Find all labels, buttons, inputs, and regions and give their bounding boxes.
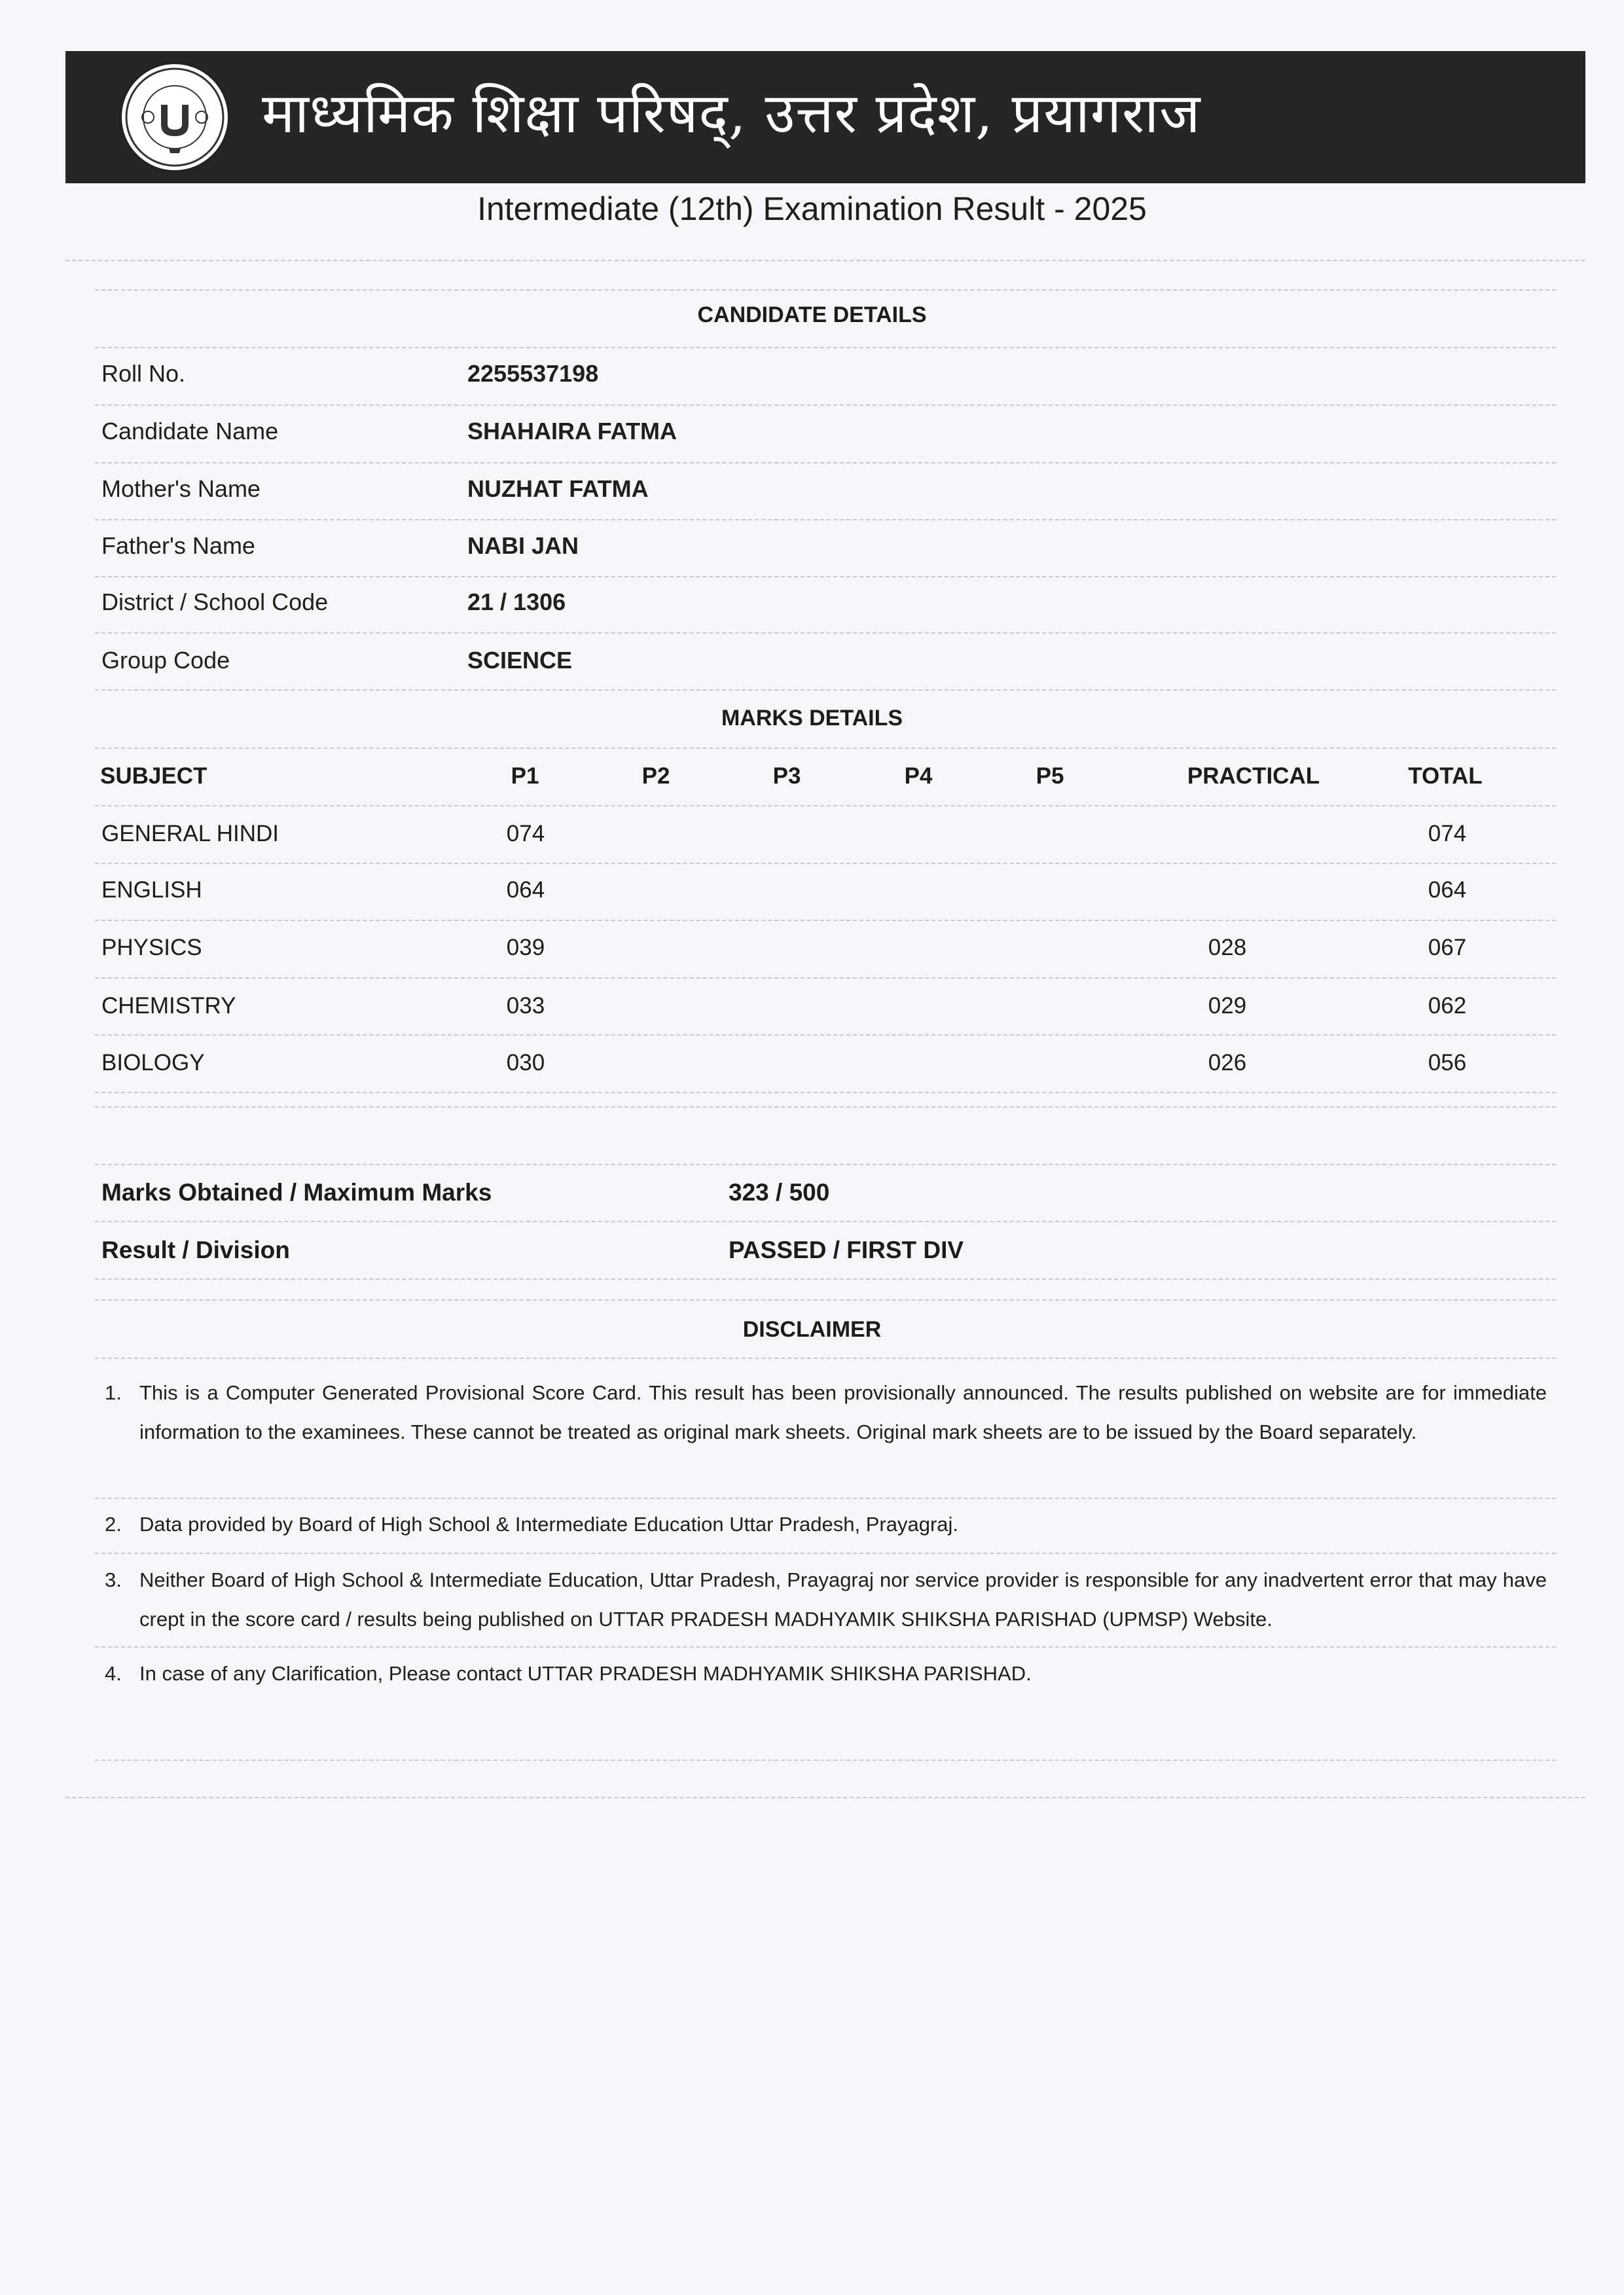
table-cell-p1: 030 xyxy=(506,1050,545,1075)
group-code-label: Group Code xyxy=(101,647,230,674)
group-code-value: SCIENCE xyxy=(467,647,573,674)
divider xyxy=(95,920,1556,921)
disclaimer-item-text: In case of any Clarification, Please contact UTTAR PRADESH MADHYAMIK SHIKSHA PARISHAD. xyxy=(139,1662,1032,1685)
disclaimer-item xyxy=(105,1505,1545,1544)
divider xyxy=(95,1034,1556,1036)
divider xyxy=(95,1221,1556,1222)
table-row-subject: BIOLOGY xyxy=(101,1050,205,1075)
divider xyxy=(95,632,1556,634)
disclaimer-item xyxy=(105,1561,1545,1639)
divider xyxy=(95,1358,1556,1359)
table-cell-p1: 039 xyxy=(506,935,545,960)
divider xyxy=(95,1498,1556,1499)
table-row-subject: CHEMISTRY xyxy=(101,993,236,1019)
divider xyxy=(95,462,1556,463)
result-division-value: PASSED / FIRST DIV xyxy=(729,1237,964,1263)
table-cell-practical: 029 xyxy=(1208,993,1247,1019)
upmsp-seal-icon xyxy=(119,62,230,173)
divider xyxy=(95,289,1556,291)
disclaimer-item-number: 4. xyxy=(105,1662,122,1685)
divider xyxy=(65,260,1585,261)
table-row-subject: ENGLISH xyxy=(101,877,202,903)
disclaimer-item-text: Neither Board of High School & Intermediate Education, Uttar Pradesh, Prayagraj nor service provider is responsible for any inadvertent error that may have crept in the score card / results being published on UTTAR PRADESH MADHYAMIK SHIKSHA PARISHAD (UPMSP) Website. xyxy=(139,1568,1547,1631)
divider xyxy=(95,1553,1556,1554)
district-school-code-label: District / School Code xyxy=(101,588,329,615)
marks-obtained-value: 323 / 500 xyxy=(729,1179,830,1206)
col-header-total: TOTAL xyxy=(1408,763,1483,789)
father-name-label: Father's Name xyxy=(101,532,255,559)
divider xyxy=(95,689,1556,691)
divider xyxy=(95,805,1556,806)
table-cell-total: 056 xyxy=(1428,1050,1467,1075)
divider xyxy=(95,1106,1556,1108)
divider xyxy=(65,1797,1585,1798)
col-header-p4: P4 xyxy=(904,763,933,789)
district-school-code-value: 21 / 1306 xyxy=(467,588,566,615)
disclaimer-item xyxy=(105,1373,1545,1491)
father-name-value: NABI JAN xyxy=(467,532,579,559)
roll-no-label: Roll No. xyxy=(101,360,186,387)
divider xyxy=(95,347,1556,348)
disclaimer-heading: DISCLAIMER xyxy=(742,1317,882,1342)
divider xyxy=(95,977,1556,979)
disclaimer-item-text: This is a Computer Generated Provisional Score Card. This result has been provisionally announced. The results published on website are for immediate information to the examinees. These cannot be treated as original mark sheets. Original mark sheets are to be issued by the Board separately. xyxy=(139,1381,1547,1443)
table-row-subject: PHYSICS xyxy=(101,935,202,960)
table-cell-p1: 033 xyxy=(506,993,545,1019)
table-cell-total: 064 xyxy=(1428,877,1467,903)
disclaimer-item-number: 1. xyxy=(105,1381,122,1404)
table-cell-total: 062 xyxy=(1428,993,1467,1019)
divider xyxy=(95,1278,1556,1280)
col-header-p5: P5 xyxy=(1036,763,1064,789)
divider xyxy=(95,1299,1556,1301)
result-division-label: Result / Division xyxy=(101,1237,290,1263)
board-title: माध्यमिक शिक्षा परिषद्, उत्तर प्रदेश, प्रयागराज xyxy=(262,81,1201,145)
divider xyxy=(95,748,1556,749)
candidate-details-heading: CANDIDATE DETAILS xyxy=(697,302,927,327)
mother-name-label: Mother's Name xyxy=(101,475,261,502)
col-header-p3: P3 xyxy=(772,763,801,789)
divider xyxy=(95,1092,1556,1093)
col-header-p2: P2 xyxy=(641,763,670,789)
col-header-subject: SUBJECT xyxy=(100,763,208,789)
marks-obtained-label: Marks Obtained / Maximum Marks xyxy=(101,1179,492,1206)
table-row-subject: GENERAL HINDI xyxy=(101,821,279,846)
header-banner xyxy=(65,51,1585,183)
exam-title: Intermediate (12th) Examination Result - 2025 xyxy=(477,190,1147,227)
divider xyxy=(95,1164,1556,1165)
table-cell-practical: 026 xyxy=(1208,1050,1247,1075)
divider xyxy=(95,405,1556,406)
divider xyxy=(95,1760,1556,1761)
divider xyxy=(95,576,1556,577)
disclaimer-item-number: 2. xyxy=(105,1513,122,1536)
marks-details-heading: MARKS DETAILS xyxy=(721,706,903,731)
disclaimer-item-number: 3. xyxy=(105,1568,122,1591)
table-cell-p1: 064 xyxy=(506,877,545,903)
mother-name-value: NUZHAT FATMA xyxy=(467,475,649,502)
col-header-practical: PRACTICAL xyxy=(1187,763,1320,789)
candidate-name-value: SHAHAIRA FATMA xyxy=(467,418,677,444)
table-cell-practical: 028 xyxy=(1208,935,1247,960)
divider xyxy=(95,519,1556,520)
roll-no-value: 2255537198 xyxy=(467,360,599,387)
candidate-name-label: Candidate Name xyxy=(101,418,279,444)
col-header-p1: P1 xyxy=(511,763,539,789)
disclaimer-item xyxy=(105,1654,1545,1693)
divider xyxy=(95,863,1556,864)
table-cell-p1: 074 xyxy=(506,821,545,846)
table-cell-total: 074 xyxy=(1428,821,1467,846)
table-cell-total: 067 xyxy=(1428,935,1467,960)
divider xyxy=(95,1646,1556,1648)
disclaimer-item-text: Data provided by Board of High School & Intermediate Education Uttar Pradesh, Prayagraj. xyxy=(139,1513,959,1536)
